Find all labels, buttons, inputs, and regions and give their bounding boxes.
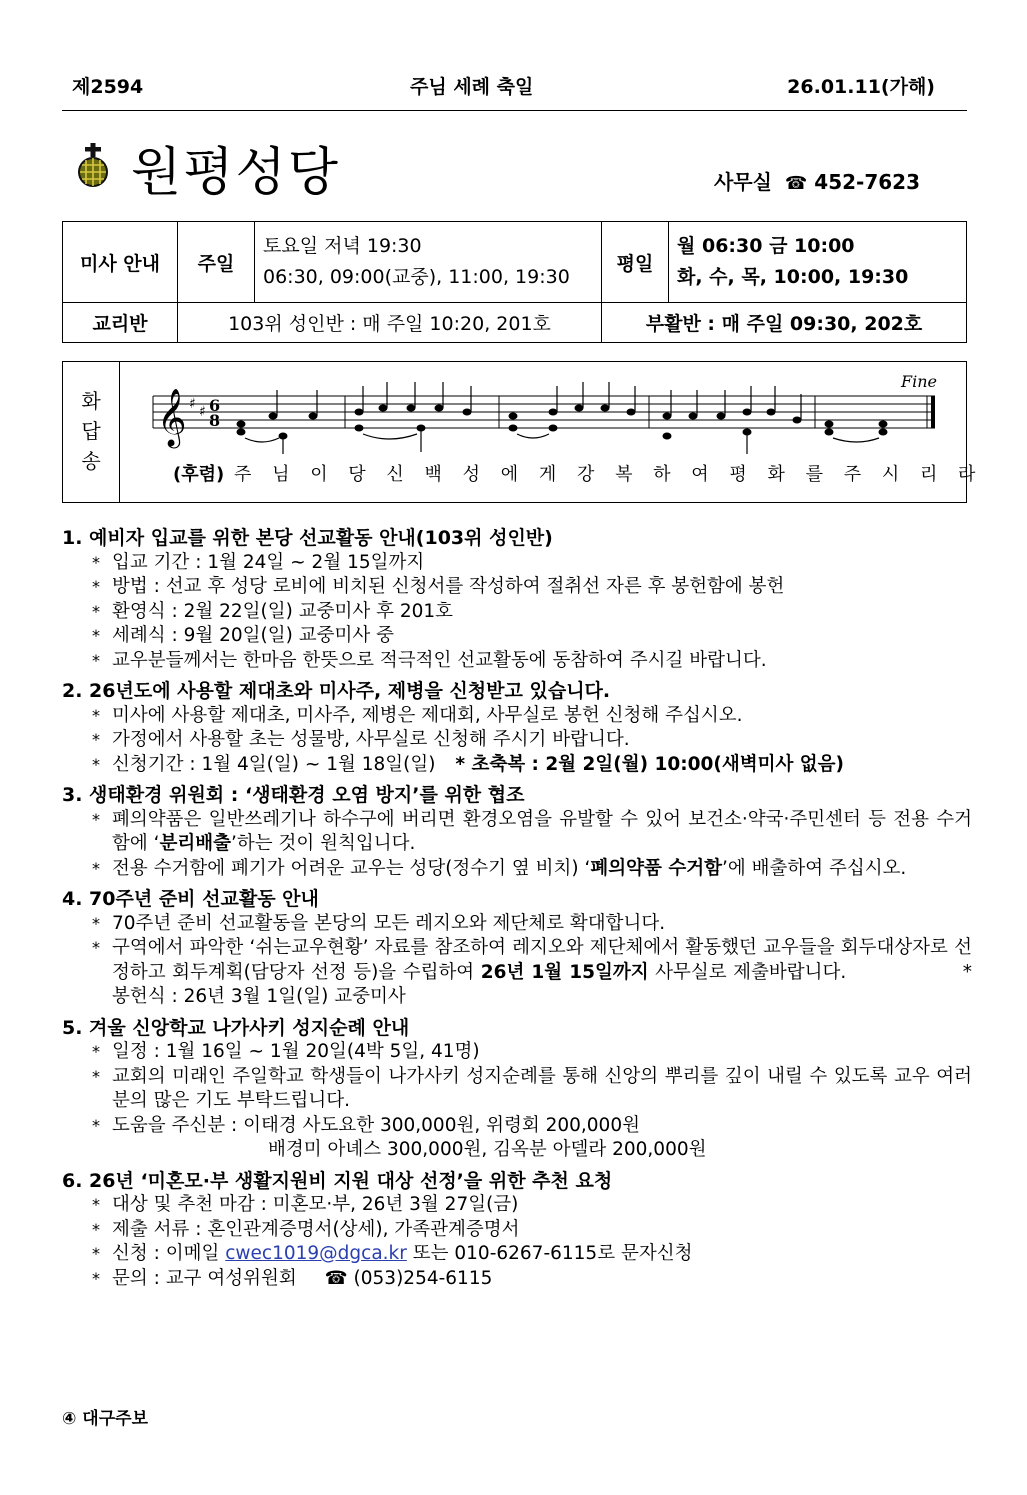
notice-5 (62, 1016, 972, 1163)
feast-title: 주님 세례 축일 (410, 76, 534, 98)
sunday-line-1: 토요일 저녁 19:30 (263, 235, 422, 257)
weekday-line-2: 화, 수, 목, 10:00, 19:30 (677, 266, 909, 288)
svg-text:𝄞: 𝄞 (157, 388, 187, 446)
psalm-lyrics (173, 460, 978, 486)
svg-text:6: 6 (209, 396, 221, 415)
list-item: * 세례식 : 9월 20일(일) 교중미사 중 (62, 624, 972, 649)
issue-number: 제2594 (72, 76, 144, 98)
notice-2-title: 2. 26년도에 사용할 제대초와 미사주, 제병을 신청받고 있습니다. (62, 680, 611, 702)
list-item: * 신청 : 이메일 cwec1019@dgca.kr 또는 010-6267-6115로 문자신청 (62, 1242, 972, 1267)
responsorial-psalm-box (62, 361, 979, 503)
list-item: * 구역에서 파악한 ‘쉬는교우현황’ 자료를 참조하여 레지오와 제단체에서 활동했던 교우들을 회두대상자로 선정하고 회두계획(담당자 선정 등)을 수립하여 26년 1월 15일까지 사무실로 제출바랍니다. * 봉헌식 : 26년 3월 1일(일) 교중미사 (62, 936, 972, 1010)
phone-icon: ☎ (784, 173, 808, 194)
catechism-label: 교리반 (63, 303, 178, 343)
weekday-line-1: 월 06:30 금 10:00 (677, 235, 855, 257)
office-phone (714, 166, 920, 195)
church-logo-icon (72, 143, 114, 187)
notice-5-title: 5. 겨울 신앙학교 나가사키 성지순례 안내 (62, 1016, 410, 1039)
weekday-label: 평일 (602, 222, 669, 303)
refrain-label: (후렴) (173, 464, 225, 485)
list-item: * 교회의 미래인 주일학교 학생들이 나가사키 성지순례를 통해 신앙의 뿌리를 깊이 내릴 수 있도록 교우 여러분의 많은 기도 부탁드립니다. (62, 1065, 972, 1114)
office-number: 452-7623 (814, 170, 920, 194)
list-item: * 교우분들께서는 한마음 한뜻으로 적극적인 선교활동에 동참하여 주시길 바랍니다. (62, 649, 972, 674)
dedication-ceremony: * 봉헌식 : 26년 3월 1일(일) 교중미사 (112, 961, 972, 1007)
church-name: 원평성당 (131, 143, 340, 203)
notice-4 (62, 887, 972, 1010)
sunday-line-2: 06:30, 09:00(교중), 11:00, 19:30 (263, 266, 570, 288)
list-item: * 입교 기간 : 1월 24일 ~ 2월 15일까지 (62, 551, 972, 576)
list-item: * 신청기간 : 1월 4일(일) ~ 1월 18일(일) * 초축복 : 2월 2일(월) 10:00(새벽미사 없음) (62, 753, 972, 778)
notice-3-title: 3. 생태환경 위원회 : ‘생태환경 오염 방지’를 위한 협조 (62, 784, 525, 806)
list-item: * 일정 : 1월 16일 ~ 1월 20일(4박 5일, 41명) (62, 1040, 972, 1065)
svg-text:♯: ♯ (189, 396, 196, 412)
notice-3 (62, 783, 972, 881)
psalm-label: 화 답 송 (63, 362, 120, 502)
page-footer: ④ 대구주보 (62, 1409, 148, 1429)
list-item: * 환영식 : 2월 22일(일) 교중미사 후 201호 (62, 600, 972, 625)
notice-6 (62, 1169, 972, 1292)
issue-date: 26.01.11(가해) (787, 76, 935, 98)
mass-schedule-table (62, 221, 967, 343)
notices (62, 520, 972, 1291)
refrain-lyrics: 주 님 이 당 신 백 성 에 게 강 복 하 여 평 화 를 주 시 리 라 (233, 464, 979, 485)
weekday-times (669, 222, 967, 303)
svg-text:♯: ♯ (199, 404, 206, 420)
list-item: * 방법 : 선교 후 성당 로비에 비치된 신청서를 작성하여 절취선 자른 후 봉헌함에 봉헌 (62, 575, 972, 600)
header-divider (62, 110, 967, 111)
phone-icon: ☎ (324, 1267, 348, 1289)
list-item: * 도움을 주신분 : 이태경 사도요한 300,000원, 위령회 200,000원 배경미 아녜스 300,000원, 김옥분 아델라 200,000원 (62, 1114, 972, 1163)
list-item: * 제출 서류 : 혼인관계증명서(상세), 가족관계증명서 (62, 1218, 972, 1243)
list-item: * 가정에서 사용할 초는 성물방, 사무실로 신청해 주시기 바랍니다. (62, 728, 972, 753)
svg-text:8: 8 (209, 411, 221, 430)
list-item: * 70주년 준비 선교활동을 본당의 모든 레지오와 제단체로 확대합니다. (62, 912, 972, 937)
candle-blessing: * 초축복 : 2월 2일(월) 10:00(새벽미사 없음) (455, 753, 844, 775)
notice-4-title: 4. 70주년 준비 선교활동 안내 (62, 888, 319, 910)
sunday-label: 주일 (178, 222, 255, 303)
catechism-class-2: 부활반 : 매 주일 09:30, 202호 (602, 303, 967, 343)
notice-2 (62, 679, 972, 777)
list-item: * 폐의약품은 일반쓰레기나 하수구에 버리면 환경오염을 유발할 수 있어 보건소·약국·주민센터 등 전용 수거함에 ‘분리배출’하는 것이 원칙입니다. (62, 808, 972, 857)
list-item: * 미사에 사용할 제대초, 미사주, 제병은 제대회, 사무실로 봉헌 신청해 주십시오. (62, 704, 972, 729)
catechism-class-1: 103위 성인반 : 매 주일 10:20, 201호 (178, 303, 602, 343)
notice-6-title: 6. 26년 ‘미혼모·부 생활지원비 지원 대상 선정’을 위한 추천 요청 (62, 1169, 613, 1192)
fine-marking: Fine (901, 372, 937, 391)
mass-label: 미사 안내 (63, 222, 178, 303)
list-item: * 전용 수거함에 폐기가 어려운 교우는 성당(정수기 옆 비치) ‘폐의약품 수거함’에 배출하여 주십시오. (62, 857, 972, 882)
sunday-times (255, 222, 602, 303)
list-item: * 대상 및 추천 마감 : 미혼모·부, 26년 3월 27일(금) (62, 1193, 972, 1218)
notice-1 (62, 526, 972, 673)
music-staff (149, 374, 949, 464)
office-label: 사무실 (713, 170, 772, 194)
email-link[interactable]: cwec1019@dgca.kr (225, 1243, 407, 1264)
notice-1-title: 1. 예비자 입교를 위한 본당 선교활동 안내(103위 성인반) (62, 527, 553, 549)
list-item: * 문의 : 교구 여성위원회 ☎ (053)254-6115 (62, 1267, 972, 1292)
